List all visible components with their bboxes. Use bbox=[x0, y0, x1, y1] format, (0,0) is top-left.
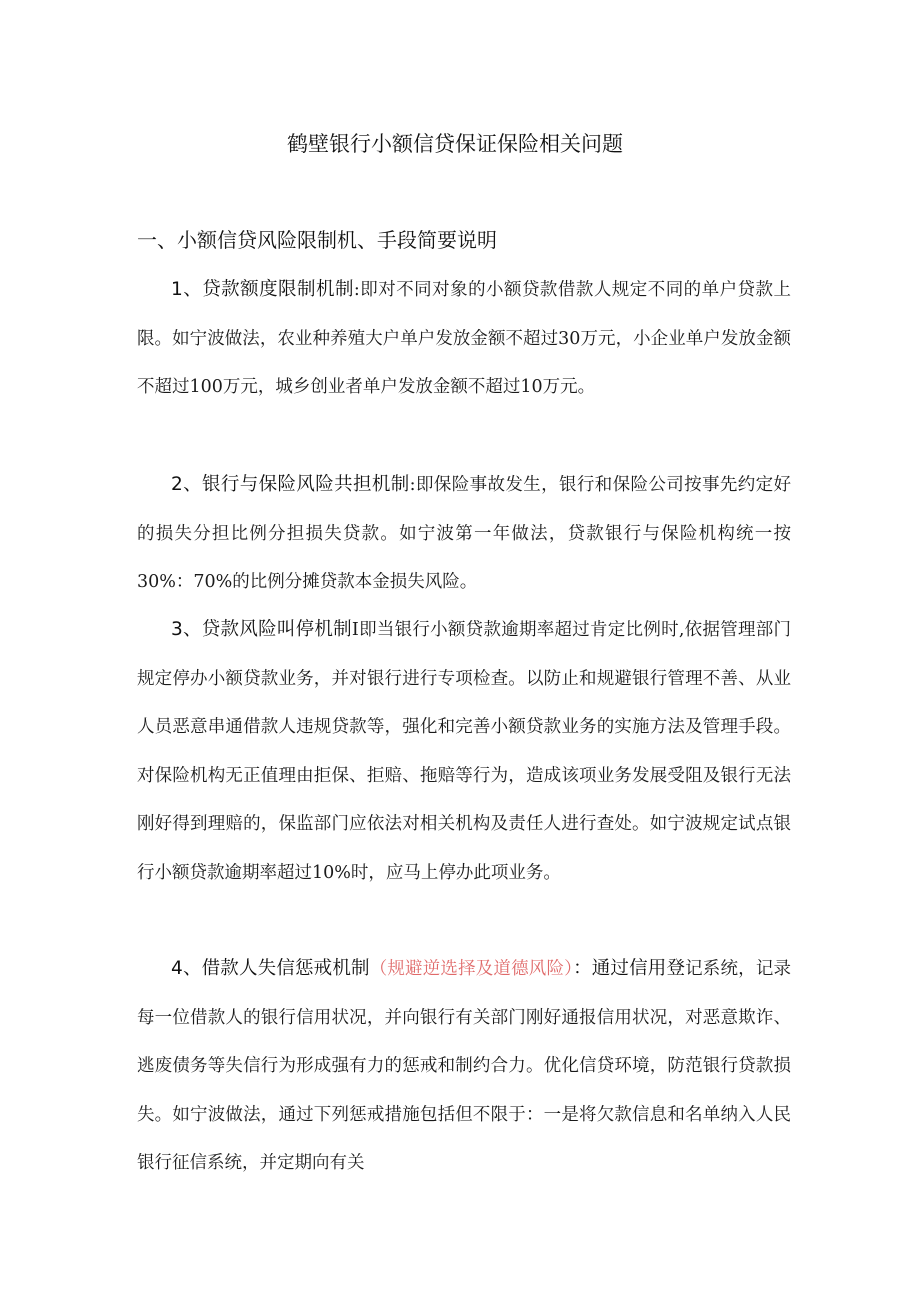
paragraph-body: :即对不同对象的小额贷款借款人规定不同的单户贷款上限。如宁波做法，农业种养殖大户单户发放金额不超过30万元，小企业单户发放金额不超过100万元，城乡创业者单户发放金额不超过10万元。 bbox=[137, 280, 791, 397]
paragraph-credit-penalty bbox=[137, 945, 791, 1188]
paragraph-lead: 2、银行与保险风险共担机制 bbox=[171, 474, 410, 495]
document-title: 鹤壁银行小额信贷保证保险相关问题 bbox=[287, 132, 623, 156]
paragraph-body: I即当银行小额贷款逾期率超过肯定比例时,依据管理部门规定停办小额贷款业务，并对银行进行专项检查。以防止和规避银行管理不善、从业人员恶意串通借款人违规贷款等，强化和完善小额贷款业务的实施方法及管理手段。对保险机构无正值理由拒保、拒赔、拖赔等行为，造成该项业务发展受阻及银行无法刚好得到理赔的，保监部门应依法对相关机构及责任人进行查处。如宁波规定试点银行小额贷款逾期率超过10%时，应马上停办此项业务。 bbox=[137, 620, 791, 883]
paragraph-risk-sharing bbox=[137, 461, 791, 607]
section-heading: 一、小额信贷风险限制机、手段简要说明 bbox=[137, 228, 497, 252]
paragraph-lead: 3、贷款风险叫停机制 bbox=[171, 619, 352, 640]
paragraph-loan-limit bbox=[137, 266, 791, 412]
paragraph-lead: 1、贷款额度限制机制 bbox=[171, 279, 354, 300]
paragraph-lead: 4、借款人失信惩戒机制 bbox=[171, 958, 370, 979]
paragraph-body: 记系统，记录每一位借款人的银行信用状况，并向银行有关部门刚好通报信用状况，对恶意欺诈、逃废债务等失信行为形成强有力的惩戒和制约合力。优化信贷环境，防范银行贷款损失。如宁波做法，通过下列惩戒措施包括但不限于：一是将欠款信息和名单纳入人民银行征信系统，并定期向有关 bbox=[137, 959, 792, 1173]
paragraph-body: :即保险事故发生，银行和保险公司按事先约定好的损失分担比例分担损失贷款。如宁波第一年做法，贷款银行与保险机构统一按30%：70%的比例分摊贷款本金损失风险。 bbox=[137, 475, 791, 592]
paragraph-risk-stop bbox=[137, 606, 791, 897]
paragraph-lead-continued: ：通过信用登 bbox=[573, 958, 686, 979]
paragraph-note: （规避逆选择及道德风险） bbox=[369, 959, 574, 979]
